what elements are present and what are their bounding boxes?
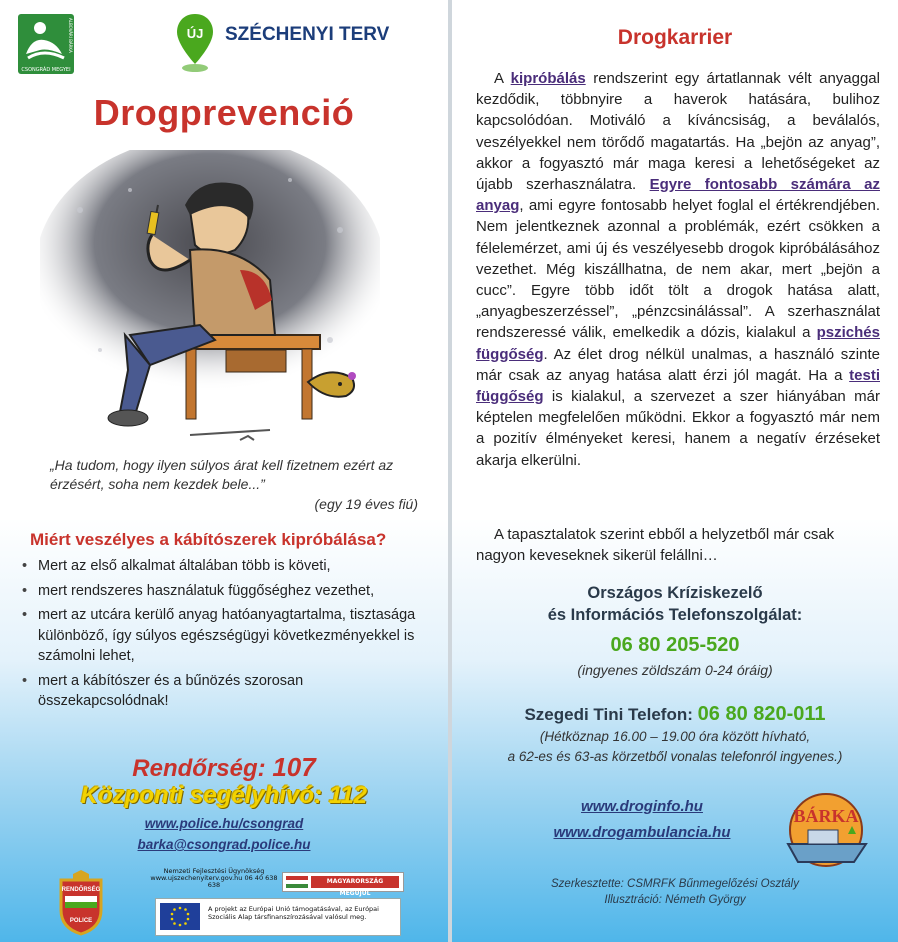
- crisis-heading: [452, 582, 898, 626]
- experience-text: A tapasztalatok szerint ebből a helyzetből már csak nagyon keveseknek sikerül felállni…: [476, 526, 835, 564]
- crisis-line-2: és Információs Telefonszolgálat:: [547, 606, 803, 624]
- police-link[interactable]: www.police.hu/csongrad: [144, 816, 304, 831]
- people-icon: [18, 14, 74, 64]
- crest-text: RENDŐRSÉG: [61, 887, 101, 893]
- left-panel: [0, 0, 448, 942]
- list-item: • mert az utcára kerülő anyag hatóanyagtartalma, tisztasága különböző, így súlyos egészségügyi következményekkel is számolni lehet,: [20, 605, 430, 667]
- central-label: Központi segélyhívó:: [80, 782, 323, 809]
- why-heading: Miért veszélyes a kábítószerek kipróbálása?: [30, 530, 387, 549]
- police-label: Rendőrség:: [132, 755, 266, 782]
- crest-bottom-text: POLICE: [69, 918, 93, 924]
- text-fragment: A: [494, 70, 511, 87]
- text-fragment: . Az élet drog nélkül unalmas, a használó szinte már csak az anyag hatása alatt érzi jól magát. Ha a: [476, 345, 880, 384]
- drogambulancia-link[interactable]: www.drogambulancia.hu: [553, 824, 731, 841]
- eu-support-box: [155, 898, 401, 936]
- list-item: • mert rendszeres használatuk függőséghez vezethet,: [20, 581, 430, 602]
- barka-logo: [18, 14, 74, 74]
- police-line: [0, 752, 448, 783]
- keyword-trying: kipróbálás: [510, 70, 586, 87]
- hungary-renews-text: MAGYARORSZÁG MEGÚJUL: [311, 876, 399, 888]
- eu-flag-icon: [160, 903, 200, 930]
- quote-source: (egy 19 éves fiú): [314, 496, 418, 512]
- list-item: • Mert az első alkalmat általában több is követi,: [20, 556, 430, 577]
- section-title: Drogkarrier: [617, 26, 733, 49]
- brand-prefix: ÚJ: [186, 26, 204, 41]
- credit-editor: Szerkesztette: CSMRFK Bűnmegelőzési Osztály: [551, 878, 799, 890]
- police-crest-icon: [55, 870, 107, 936]
- logo-bottom-text: CSONGRÁD MEGYEI: [21, 67, 71, 73]
- drug-career-text: [476, 68, 880, 471]
- text-fragment: is kialakul, a szervezet a szer hiányában már képtelen megfelelően működni. Ekkor a fogyasztó már nem a pozitív élményeket keresi, hanem a negatív érzéseket akarja elkerülni.: [476, 388, 880, 469]
- keyword-more-important: Egyre fontosabb számára az anyag: [476, 176, 880, 215]
- crisis-note: (ingyenes zöldszám 0-24 óráig): [577, 662, 773, 678]
- droginfo-link[interactable]: www.droginfo.hu: [581, 798, 703, 815]
- tini-label: Szegedi Tini Telefon:: [524, 705, 693, 724]
- eu-support-text: A projekt az Európai Unió támogatásával, az Európai Szociális Alap társfinanszírozásával valósul meg.: [208, 905, 379, 921]
- illustration-image: [40, 150, 380, 450]
- keyword-psychological-dependence: pszichés függőség: [476, 324, 880, 363]
- tini-note-2: a 62-es és 63-as körzetből vonalas telefonról ingyenes.): [507, 749, 843, 764]
- tini-phone-number[interactable]: 06 80 820-011: [697, 703, 826, 725]
- hungarian-flag-icon: [286, 876, 308, 888]
- szechenyi-pin-icon: [175, 12, 215, 74]
- logo-side-text: ALBOVÁRI BÁRKA: [68, 18, 73, 53]
- brand-name: SZÉCHENYI TERV: [225, 24, 390, 45]
- right-panel: [452, 0, 898, 942]
- central-line: [0, 782, 448, 810]
- page-title: Drogprevenció: [93, 92, 355, 133]
- text-fragment: , ami egyre fontosabb helyet foglal el értékrendjében. Nem jelentkeznek azonnal a problémák, ezért csökken a félelemérzet, ami új és veszélyesebb drogok kipróbálásához vezethet. Még kiszállhatna, de nem akar, mert „bejön a cucc”. Egyre több időt tölt a drogok hatása alatt, „anyagbeszerzéssel”, „pénzcsinálással”. A szerhasználat rendszeressé válik, emelkedik a dózis, kialakul a: [476, 197, 880, 342]
- credits: [452, 876, 898, 908]
- email-link[interactable]: barka@csongrad.police.hu: [137, 837, 311, 852]
- nfu-text: Nemzeti Fejlesztési Ügynökség www.ujszechenyiterv.gov.hu 06 40 638 638: [150, 867, 278, 889]
- central-number: 112: [328, 782, 368, 809]
- crisis-phone-number[interactable]: 06 80 205-520: [610, 634, 740, 656]
- tini-note: [452, 727, 898, 767]
- barka-ark-logo: [774, 790, 876, 874]
- keyword-physical-dependence: testi függőség: [476, 366, 880, 406]
- credit-illustrator: Illusztráció: Németh György: [604, 894, 746, 906]
- quote-text: „Ha tudom, hogy ilyen súlyos árat kell fizetnem ezért az érzésért, soha nem kezdek bele...”: [50, 457, 394, 492]
- text-fragment: rendszerint egy ártatlannak vélt anyaggal kezdődik, többnyire a haverok hatására, bulihoz kapcsolódóan. Motiváló a kíváncsiság, a beválalós, veszélyekkel nem törődő magatartás. Ha „bejön az anyag”, akkor a fogyasztó már maga keresi a lehetőségeket az újabb szerhasználatra.: [476, 70, 880, 194]
- tini-phone-line: [452, 703, 898, 726]
- barka-text: BÁRKA: [793, 806, 859, 826]
- crisis-line-1: Országos Kríziskezelő: [587, 584, 763, 602]
- police-number: 107: [272, 752, 316, 782]
- hungary-renews-box: [282, 872, 404, 897]
- list-item: • mert a kábítószer és a bűnözés szorosan összekapcsolódnak!: [20, 671, 430, 712]
- tini-note-1: (Hétköznap 16.00 – 19.00 óra között hívható,: [539, 729, 811, 744]
- reasons-list: [20, 556, 430, 716]
